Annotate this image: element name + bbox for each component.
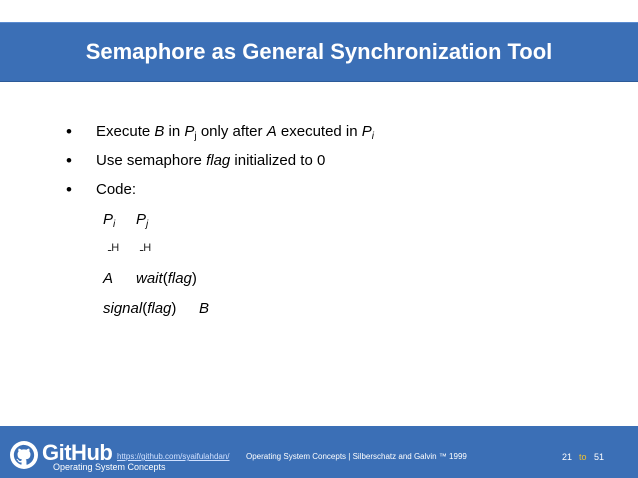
github-profile-link[interactable]: https://github.com/syaifulahdan/ [117,452,230,461]
code-line-signal: signal(flag) [103,300,177,317]
footer-subtitle: Operating System Concepts [53,462,166,472]
code-process-i: $P_i$ [103,211,116,230]
page-total: 51 [594,452,605,462]
code-glyph: ـH [140,242,152,254]
bullet-dot-icon: • [66,122,72,141]
slide-title: Semaphore as General Synchronization Tool [85,39,553,64]
code-process-j: $P_j$ [136,211,149,230]
page-current: 21 [562,452,573,462]
github-wordmark: GitHub [42,440,113,465]
bullet-text: Execute B in $P_j$ only after A executed in $P_i$ [96,123,375,142]
bullet-text: Code: [96,181,137,198]
code-line-wait: wait(flag) [136,270,197,287]
bullet-text: Use semaphore flag initialized to 0 [96,152,326,169]
footer-credit: Operating System Concepts | Silberschatz and Galvin ™ 1999 [246,452,467,461]
bullet-dot-icon: • [66,151,72,170]
page-to: to [579,452,587,462]
code-line-b: B [199,300,210,317]
bullet-dot-icon: • [66,180,72,199]
code-glyph: ـH [108,242,120,254]
github-octocat-icon [10,441,38,469]
code-line-a: A [103,270,114,287]
title-bar [0,22,638,82]
